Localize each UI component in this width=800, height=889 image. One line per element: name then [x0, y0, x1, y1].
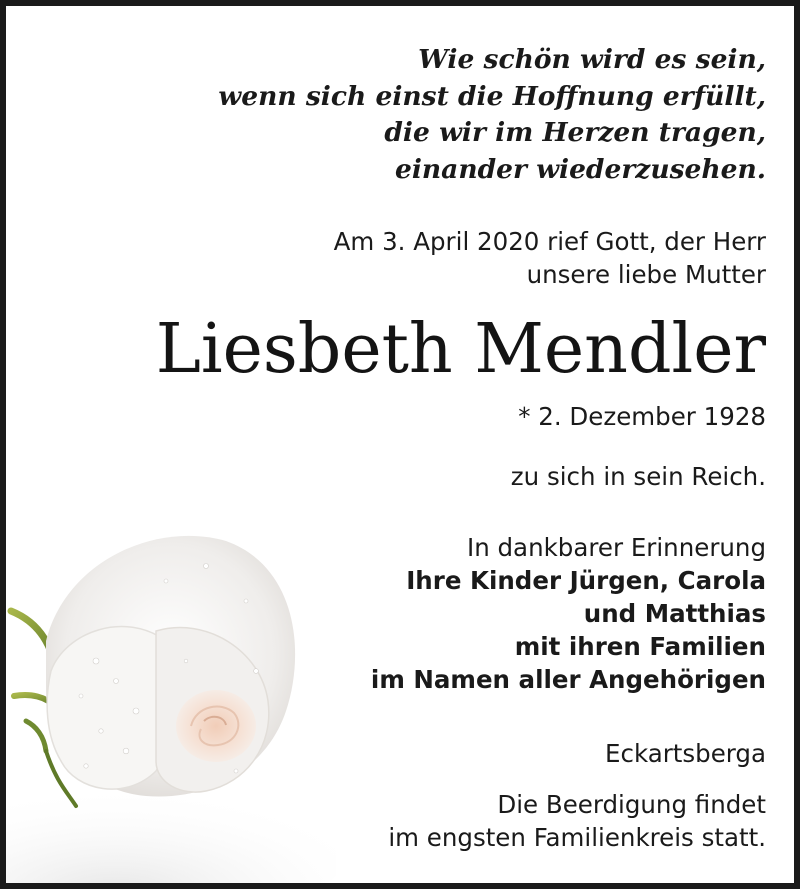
- quote-line: die wir im Herzen tragen,: [384, 117, 766, 148]
- quote-line: wenn sich einst die Hoffnung erfüllt,: [218, 80, 766, 112]
- quote-line: einander wiederzusehen.: [394, 153, 766, 185]
- mourners-block: [371, 531, 766, 696]
- white-rose-image: [6, 521, 336, 883]
- birth-date: * 2. Dezember 1928: [518, 402, 766, 431]
- funeral-note: [388, 788, 766, 854]
- announcement-line: Am 3. April 2020 rief Gott, der Herr: [333, 227, 766, 256]
- funeral-line: Die Beerdigung findet: [497, 790, 766, 819]
- mourners-intro: In dankbarer Erinnerung: [466, 533, 766, 562]
- mourners-line: Ihre Kinder Jürgen, Carola: [406, 566, 766, 595]
- announcement: [334, 225, 766, 291]
- deceased-name: Liesbeth Mendler: [155, 310, 766, 389]
- announcement-line: unsere liebe Mutter: [526, 260, 766, 289]
- mourners-line: im Namen aller Angehörigen: [370, 665, 766, 694]
- place-name: Eckartsberga: [605, 739, 766, 768]
- mourners-line: und Matthias: [583, 599, 766, 628]
- quote-block: [218, 42, 766, 188]
- mourners-line: mit ihren Familien: [514, 632, 766, 661]
- funeral-line: im engsten Familienkreis statt.: [388, 823, 766, 852]
- quote-line: Wie schön wird es sein,: [418, 44, 766, 75]
- closing-line: zu sich in sein Reich.: [510, 462, 766, 491]
